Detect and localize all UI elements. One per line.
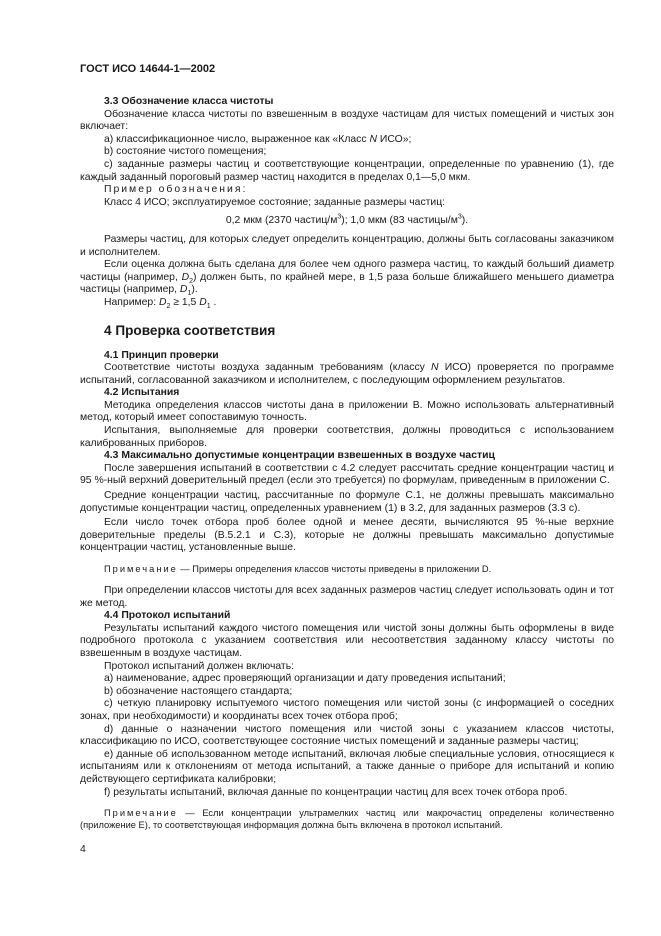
section-4-2-paragraph-1: Методика определения классов чистоты дана в приложении В. Можно использовать альтернативный метод, который имеет сопоставимую точность. <box>80 399 614 424</box>
section-4-4-paragraph-1: Результаты испытаний каждого чистого помещения или чистой зоны должны быть оформлены в виде подробного протокола с указанием соответствия или несоответствия заданному классу чистоты по взвешенным в воздухе частицам. <box>80 622 614 659</box>
section-4-4-paragraph-2: Протокол испытаний должен включать: <box>104 660 294 672</box>
section-4-3-paragraph-3: Если число точек отбора проб более одной и менее десяти, вычисляются 95 %-ные верхние доверительные пределы (В.5.2.1 и С.3), которые не должны превышать максимально допустимые концентрации частиц, установленные выше. <box>80 517 614 554</box>
section-4-1-heading: 4.1 Принцип проверки <box>104 349 219 361</box>
section-4-3-paragraph-4: При определении классов чистоты для всех заданных размеров частиц следует использовать один и тот же метод. <box>80 585 614 609</box>
section-3-3-paragraph-1: Размеры частиц, для которых следует определить концентрацию, должны быть согласованы заказчиком и исполнителем. <box>80 233 614 258</box>
protocol-item-e: е) данные об использованном методе испытаний, включая любые специальные условия, относящиеся к испытаниям или к отклонениям от метода испытаний, а также данные о приборе для испытаний и копию действующего сертификата калибровки; <box>80 748 614 785</box>
protocol-item-b: b) обозначение настоящего стандарта; <box>104 685 293 697</box>
example-label: Пример обозначения: <box>104 184 248 196</box>
list-item-a: а) классификационное число, выраженное как «Класс N ИСО»; <box>104 133 412 145</box>
page-number: 4 <box>80 844 86 855</box>
section-3-3-paragraph-2: Если оценка должна быть сделана для более чем одного размера частиц, то каждый больший диаметр частицы (например, $D_2$) должен быть, по крайней мере, в 1,5 раза больше ближайшего меньшего диаметра частицы (например, $D_1$). <box>80 259 614 298</box>
example-2: Например: $D_2 \ge 1,5$ $D_1$ . <box>104 296 217 310</box>
section-4-heading: 4 Проверка соответствия <box>104 322 276 338</box>
section-4-3-paragraph-1: После завершения испытаний в соответствии с 4.2 следует рассчитать средние концентрации частиц и 95 %-ный верхний доверительный предел (если это требуется) по формулам, приведенным в приложении С. <box>80 462 614 487</box>
protocol-item-a: а) наименование, адрес проверяющий организации и дату проведения испытаний; <box>104 673 506 685</box>
section-4-2-paragraph-2: Испытания, выполняемые для проверки соответствия, должны проводиться с использованием калиброванных приборов. <box>80 425 614 449</box>
section-4-2-heading: 4.2 Испытания <box>104 387 180 399</box>
document-header: ГОСТ ИСО 14644-1—2002 <box>80 63 216 75</box>
example-formula: 0,2 мкм (2370 частиц/$м^3$); 1,0 мкм (83 частицы/$м^3$). <box>225 213 469 227</box>
section-3-3-intro: Обозначение класса чистоты по взвешенным в воздухе частицам для чистых помещений и чистых зон включает: <box>80 108 614 133</box>
section-3-3-heading: 3.3 Обозначение класса чистоты <box>104 96 274 107</box>
section-4-3-heading: 4.3 Максимально допустимые концентрации взвешенных в воздухе частиц <box>104 450 495 462</box>
note-2: Примечание — Если концентрации ультрамелких частиц или макрочастиц определены количественно (приложение Е), то соответствующая информация должна быть включена в протокол испытаний. <box>80 808 614 831</box>
document-page <box>80 63 614 841</box>
section-4-4-heading: 4.4 Протокол испытаний <box>104 610 231 622</box>
list-item-c: с) заданные размеры частиц и соответствующие концентрации, определенные по уравнению (1), где каждый заданный пороговый размер частиц находится в пределах 0,1—5,0 мкм. <box>80 158 614 183</box>
section-4-1-text: Соответствие чистоты воздуха заданным требованиям (классу N ИСО) проверяется по программе испытаний, согласованной заказчиком и исполнителем, с последующим оформлением результатов. <box>80 362 614 386</box>
protocol-item-c: с) четкую планировку испытуемого чистого помещения или чистой зоны (с информацией о соседних зонах, при необходимости) и координаты всех точек отбора проб; <box>80 698 614 722</box>
protocol-item-d: d) данные о назначении чистого помещения или чистой зоны с указанием классов чистоты, классификацию по ИСО, соответствующее состояние чистых помещений и заданные размеры частиц; <box>80 723 614 748</box>
note-1: Примечание — Примеры определения классов чистоты приведены в приложении D. <box>104 564 492 574</box>
protocol-item-f: f) результаты испытаний, включая данные по концентрации частиц для всех точек отбора проб. <box>104 786 568 798</box>
section-4-3-paragraph-2: Средние концентрации частиц, рассчитанные по формуле С.1, не должны превышать максимально допустимые концентрации частиц, определенных уравнением (1) в 3.2, для заданных размеров (3.3 с). <box>80 490 614 514</box>
list-item-b: b) состояние чистого помещения; <box>104 146 267 158</box>
example-text: Класс 4 ИСО; эксплуатируемое состояние; заданные размеры частиц: <box>104 196 446 208</box>
